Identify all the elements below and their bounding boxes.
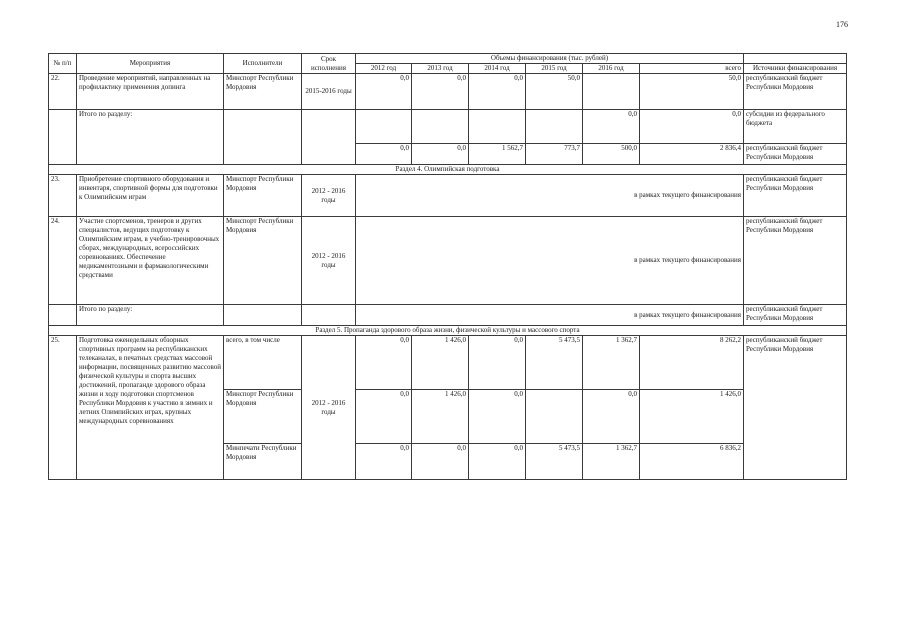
source-cell: республиканский бюджет Республики Мордовия [744, 74, 847, 110]
value-2015: 5 473,5 [526, 336, 583, 390]
term-cell: 2012 - 2016 годы [302, 217, 356, 305]
source-cell: республиканский бюджет Республики Мордовия [744, 336, 847, 480]
measure-cell: Участие спортсменов, тренеров и других специалистов, ведущих подготовку к Олимпийским играм, в учебно-тренировочных сборах, международных, всероссийских соревнованиях. Обеспечение медикаментозными и фармакологическими средствами [77, 217, 224, 305]
value-2014: 0,0 [469, 390, 526, 444]
section-heading [49, 326, 847, 336]
value-2012: 0,0 [356, 336, 412, 390]
value-total: 50,0 [640, 74, 744, 110]
header-2013: 2013 год [412, 64, 469, 74]
header-2015: 2015 год [526, 64, 583, 74]
financing-note: в рамках текущего финансирования [356, 305, 744, 326]
section-heading [49, 165, 847, 175]
term-cell: 2015-2016 годы [302, 74, 356, 110]
measure-cell: Подготовка еженедельных обзорных спортивных программ на республиканских телеканалах, в печатных средствах массовой информации, посвященных развитию массовой физической культуры и спорта высших достижений, пропаганде здорового образа жизни и ходу подготовки спортсменов Республики Мордовия к участию в зимних и летних Олимпийских играх, крупных международных соревнованиях [77, 336, 224, 480]
value-2013: 0,0 [412, 444, 469, 480]
value-2014: 0,0 [469, 444, 526, 480]
row-number: 24. [49, 217, 77, 305]
value-2016: 1 362,7 [583, 336, 640, 390]
header-term: Срок исполнения [302, 54, 356, 74]
value-2016: 1 362,7 [583, 444, 640, 480]
table-row [49, 175, 847, 217]
source-cell: республиканский бюджет Республики Мордовия [744, 305, 847, 326]
value-2016: 500,0 [583, 144, 640, 165]
header-2016: 2016 год [583, 64, 640, 74]
value-2013: 1 426,0 [412, 390, 469, 444]
executor-cell: Минспорт Республики Мордовия [224, 217, 302, 305]
row-number: 23. [49, 175, 77, 217]
value-2012: 0,0 [356, 444, 412, 480]
source-cell: республиканский бюджет Республики Мордовия [744, 144, 847, 165]
value-total: 1 426,0 [640, 390, 744, 444]
value-2014: 0,0 [469, 336, 526, 390]
source-cell: субсидии из федерального бюджета [744, 110, 847, 144]
executor-cell: Минспорт Республики Мордовия [224, 74, 302, 110]
value-2015: 50,0 [526, 74, 583, 110]
value-2015: 773,7 [526, 144, 583, 165]
executor-cell: всего, в том числе [224, 336, 302, 390]
table-row [49, 74, 847, 110]
term-cell: 2012 - 2016 годы [302, 175, 356, 217]
value-total: 2 836,4 [640, 144, 744, 165]
value-total: 8 262,2 [640, 336, 744, 390]
value-2012: 0,0 [356, 144, 412, 165]
executor-cell: Минспорт Республики Мордовия [224, 390, 302, 444]
page-number: 176 [836, 20, 848, 29]
value-2012: 0,0 [356, 74, 412, 110]
source-cell: республиканский бюджет Республики Мордовия [744, 217, 847, 305]
value-2013: 0,0 [412, 74, 469, 110]
value-2014: 0,0 [469, 74, 526, 110]
value-2013: 1 426,0 [412, 336, 469, 390]
executor-cell: Минпечати Республики Мордовия [224, 444, 302, 480]
value-2016: 0,0 [583, 390, 640, 444]
table-row [49, 336, 847, 390]
header-executors: Исполнители [224, 54, 302, 74]
value-2015 [526, 390, 583, 444]
executor-cell: Минспорт Республики Мордовия [224, 175, 302, 217]
header-financing: Объемы финансирования (тыс. рублей) [356, 54, 744, 64]
table-row [49, 305, 847, 326]
value-2012: 0,0 [356, 390, 412, 444]
header-sources: Источники финансирования [744, 64, 847, 74]
header-sources-top [744, 54, 847, 64]
row-number: 25. [49, 336, 77, 480]
measure-cell: Приобретение спортивного оборудования и инвентаря, спортивной формы для подготовки к Олимпийским играм [77, 175, 224, 217]
header-total: всего [640, 64, 744, 74]
header-measures: Мероприятия [77, 54, 224, 74]
value-2015: 5 473,5 [526, 444, 583, 480]
value-2016: 0,0 [583, 110, 640, 144]
total-label: Итого по разделу: [77, 110, 224, 165]
header-2014: 2014 год [469, 64, 526, 74]
term-cell: 2012 - 2016 годы [302, 336, 356, 480]
value-2016 [583, 74, 640, 110]
section-title: Раздел 5. Пропаганда здорового образа жизни, физической культуры и массового спорта [49, 326, 847, 336]
financing-note: в рамках текущего финансирования [356, 175, 744, 217]
source-cell: республиканский бюджет Республики Мордовия [744, 175, 847, 217]
row-number: 22. [49, 74, 77, 110]
value-2013: 0,0 [412, 144, 469, 165]
total-label: Итого по разделу: [77, 305, 224, 326]
financing-note: в рамках текущего финансирования [356, 217, 744, 305]
table-row [49, 110, 847, 144]
header-num: № п/п [49, 54, 77, 74]
value-total: 0,0 [640, 110, 744, 144]
value-total: 6 836,2 [640, 444, 744, 480]
table-row [49, 217, 847, 305]
value-2014: 1 562,7 [469, 144, 526, 165]
financing-table [48, 53, 847, 480]
measure-cell: Проведение мероприятий, направленных на профилактику применения допинга [77, 74, 224, 110]
section-title: Раздел 4. Олимпийская подготовка [49, 165, 847, 175]
header-2012: 2012 год [356, 64, 412, 74]
